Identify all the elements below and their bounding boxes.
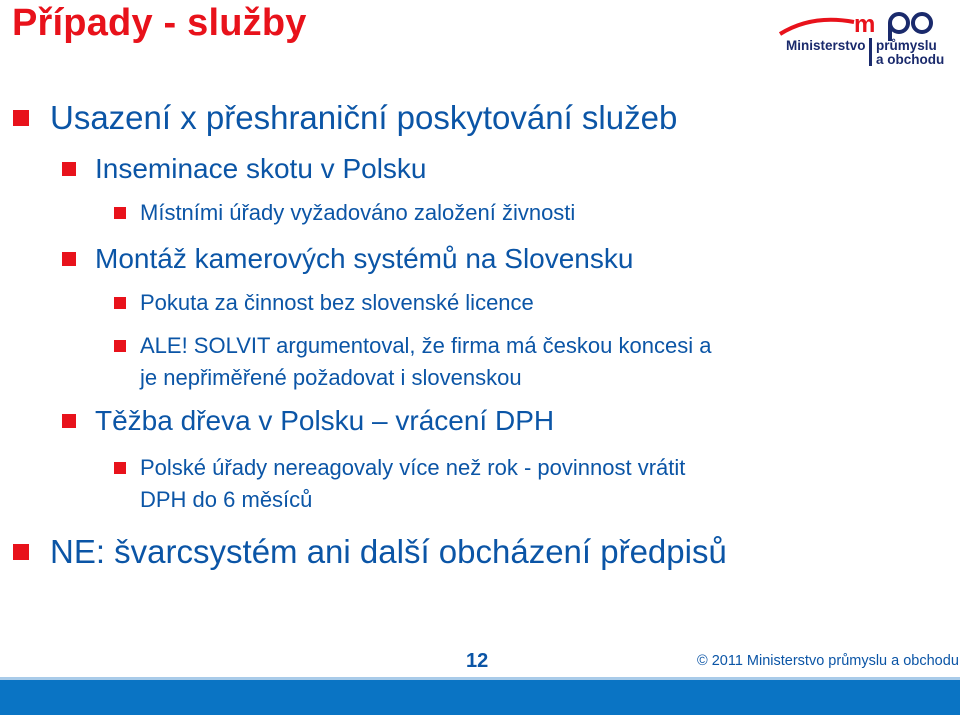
bullet-level1: [50, 99, 677, 137]
bullet-square-icon: [114, 297, 126, 309]
page-number: 12: [466, 650, 489, 672]
logo-text-line1: Ministerstvo: [786, 38, 866, 53]
bullet-text: Inseminace skotu v Polsku: [95, 153, 427, 184]
bullet-text: ALE! SOLVIT argumentoval, že firma má českou koncesi a: [140, 333, 712, 358]
bullet-level3: [140, 287, 534, 319]
slide-title: Případy - služby: [12, 2, 307, 44]
bullet-level2: [95, 243, 633, 275]
logo-text-line2: průmyslu: [876, 38, 937, 53]
logo-divider: [869, 38, 872, 66]
bullet-text: Těžba dřeva v Polsku – vrácení DPH: [95, 405, 555, 436]
bullet-level3: [140, 197, 575, 229]
bullet-square-icon: [114, 462, 126, 474]
bullet-text: Montáž kamerových systémů na Slovensku: [95, 243, 634, 274]
footer-copyright: © 2011 Ministerstvo průmyslu a obchodu: [697, 653, 959, 669]
bullet-text: je nepřiměřené požadovat i slovenskou: [140, 365, 522, 390]
bullet-level2: [95, 405, 554, 437]
bullet-level1: [50, 533, 727, 571]
bullet-square-icon: [62, 162, 76, 176]
bullet-level3: [140, 330, 711, 362]
bullet-text: Místními úřady vyžadováno založení živnosti: [140, 200, 576, 225]
bullet-text: NE: švarcsystém ani další obcházení předpisů: [50, 533, 727, 570]
bullet-text: Usazení x přeshraniční poskytování služeb: [50, 99, 678, 136]
bullet-text: Polské úřady nereagovaly více než rok - povinnost vrátit: [140, 455, 686, 480]
footer-bar: [0, 680, 960, 715]
logo-mark-icon: [772, 8, 952, 42]
bullet-square-icon: [62, 252, 76, 266]
logo-text-line3: a obchodu: [876, 52, 945, 67]
bullet-square-icon: [114, 340, 126, 352]
ministry-logo: [772, 8, 952, 66]
bullet-level2: [95, 153, 427, 185]
bullet-text: DPH do 6 měsíců: [140, 487, 313, 512]
bullet-square-icon: [13, 544, 29, 560]
bullet-square-icon: [62, 414, 76, 428]
bullet-continuation: [140, 484, 312, 516]
bullet-level3: [140, 452, 685, 484]
bullet-square-icon: [13, 110, 29, 126]
bullet-continuation: [140, 362, 522, 394]
bullet-text: Pokuta za činnost bez slovenské licence: [140, 290, 534, 315]
bullet-square-icon: [114, 207, 126, 219]
svg-text:m: m: [854, 11, 876, 38]
